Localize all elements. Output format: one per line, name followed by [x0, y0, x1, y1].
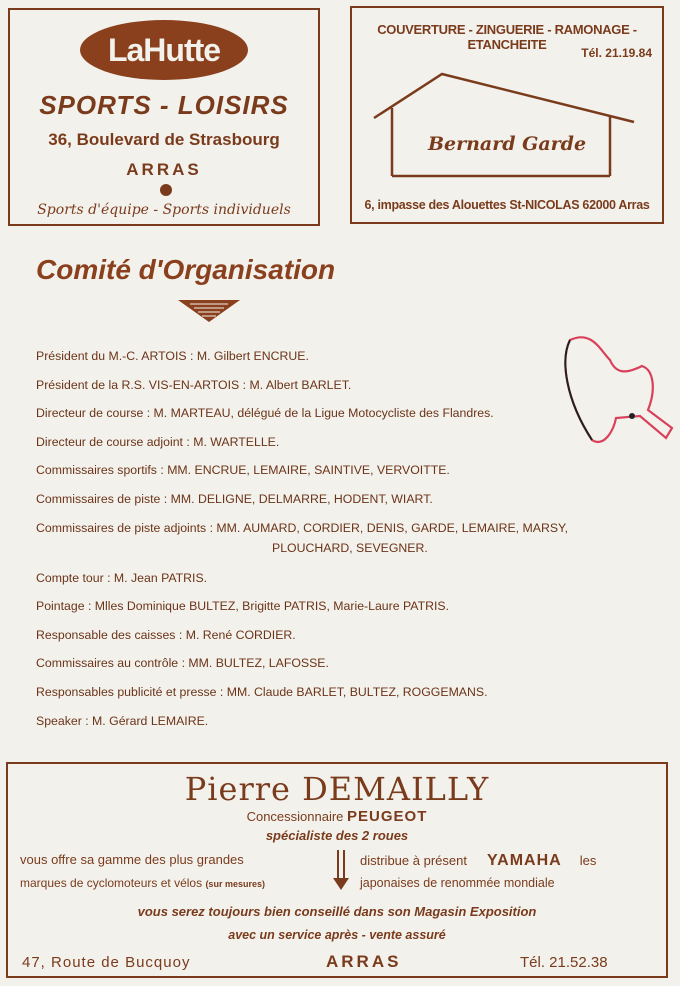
la-hutte-logo: LaHutte: [80, 20, 248, 80]
demailly-address: 47, Route de Bucquoy: [22, 954, 191, 971]
comite-list: [36, 346, 636, 739]
comite-row: [36, 625, 636, 654]
comite-row-text: Commissaires sportifs : MM. ENCRUE, LEMAIRE, SAINTIVE, VERVOITTE.: [36, 463, 450, 478]
comite-row-text: Directeur de course : M. MARTEAU, délégué de la Ligue Motocycliste des Flandres.: [36, 406, 494, 421]
demailly-city: ARRAS: [326, 952, 402, 971]
left-line-2: [20, 876, 265, 890]
hutte-city: ARRAS: [126, 160, 202, 179]
garde-address: 6, impasse des Alouettes St-NICOLAS 62000 Arras: [364, 198, 650, 212]
concession-label: Concessionnaire: [246, 809, 344, 824]
comite-row-text: Responsable des caisses : M. René CORDIER.: [36, 627, 296, 642]
comite-row: [36, 460, 636, 489]
peugeot-brand: PEUGEOT: [347, 808, 428, 825]
comite-row-text: Commissaires de piste adjoints : MM. AUMARD, CORDIER, DENIS, GARDE, LEMAIRE, MARSY,: [36, 520, 569, 535]
comite-row: [36, 711, 636, 740]
comite-row-text: Président de la R.S. VIS-EN-ARTOIS : M. Albert BARLET.: [36, 377, 352, 392]
comite-title: Comité d'Organisation: [36, 254, 336, 285]
garde-name: Bernard Garde: [427, 133, 587, 155]
comite-row-text: Commissaires au contrôle : MM. BULTEZ, LAFOSSE.: [36, 656, 329, 671]
comite-row: [36, 403, 636, 432]
demailly-name: Pierre DEMAILLY: [184, 770, 490, 808]
demailly-specialty: spécialiste des 2 roues: [265, 828, 409, 843]
comite-row-text: Président du M.-C. ARTOIS : M. Gilbert ENCRUE.: [36, 349, 309, 363]
right-line-1: [360, 852, 596, 870]
la-hutte-ad: [8, 8, 320, 226]
comite-row: [36, 489, 636, 518]
comite-row-text: Commissaires de piste : MM. DELIGNE, DELMARRE, HODENT, WIART.: [36, 491, 433, 506]
hutte-address: 36, Boulevard de Strasbourg: [48, 130, 280, 149]
comite-row: [36, 432, 636, 461]
left-line-2-text: marques de cyclomoteurs et vélos: [20, 876, 203, 890]
comite-row-continuation: PLOUCHARD, SEVEGNER.: [272, 540, 428, 555]
left-line-1: vous offre sa gamme des plus grandes: [20, 852, 244, 867]
right-line-1-end: les: [579, 853, 597, 868]
comite-row-text: Pointage : Mlles Dominique BULTEZ, Brigitte PATRIS, Marie-Laure PATRIS.: [36, 599, 449, 614]
garde-services: COUVERTURE - ZINGUERIE - RAMONAGE - ETANCHEITE: [377, 22, 637, 52]
right-line-2: japonaises de renommée mondiale: [360, 876, 555, 890]
arrow-down-icon: [331, 850, 351, 892]
comite-row-text: Compte tour : M. Jean PATRIS.: [36, 570, 208, 585]
comite-row-text: Directeur de course adjoint : M. WARTELLE.: [36, 434, 280, 449]
comite-row: [36, 518, 636, 568]
left-line-2-note: (sur mesures): [205, 879, 265, 889]
comite-row: [36, 568, 636, 597]
hutte-headline: SPORTS - LOISIRS: [39, 90, 289, 120]
house-outline-icon: [372, 66, 644, 186]
demailly-ad: [6, 762, 668, 978]
comite-row: [36, 346, 636, 375]
bernard-garde-ad: [350, 6, 664, 224]
comite-row-text: Responsables publicité et presse : MM. Claude BARLET, BULTEZ, ROGGEMANS.: [36, 684, 488, 699]
comite-row: [36, 596, 636, 625]
demailly-phone: Tél. 21.52.38: [520, 954, 608, 971]
hutte-tagline: Sports d'équipe - Sports individuels: [37, 202, 291, 218]
garde-phone: Tél. 21.19.84: [581, 46, 652, 60]
arrow-down-icon: [178, 300, 240, 322]
dot-icon: [160, 184, 172, 196]
closing-line-2: avec un service après - vente assuré: [228, 928, 446, 942]
demailly-concession: [8, 808, 666, 825]
comite-row: [36, 375, 636, 404]
right-line-1-text: distribue à présent: [360, 853, 467, 868]
closing-line-1: vous serez toujours bien conseillé dans son Magasin Exposition: [137, 904, 537, 919]
comite-row-text: Speaker : M. Gérard LEMAIRE.: [36, 713, 209, 728]
comite-row: [36, 682, 636, 711]
comite-row: [36, 653, 636, 682]
track-sketch-icon: [556, 330, 676, 450]
yamaha-brand: YAMAHA: [486, 852, 562, 869]
